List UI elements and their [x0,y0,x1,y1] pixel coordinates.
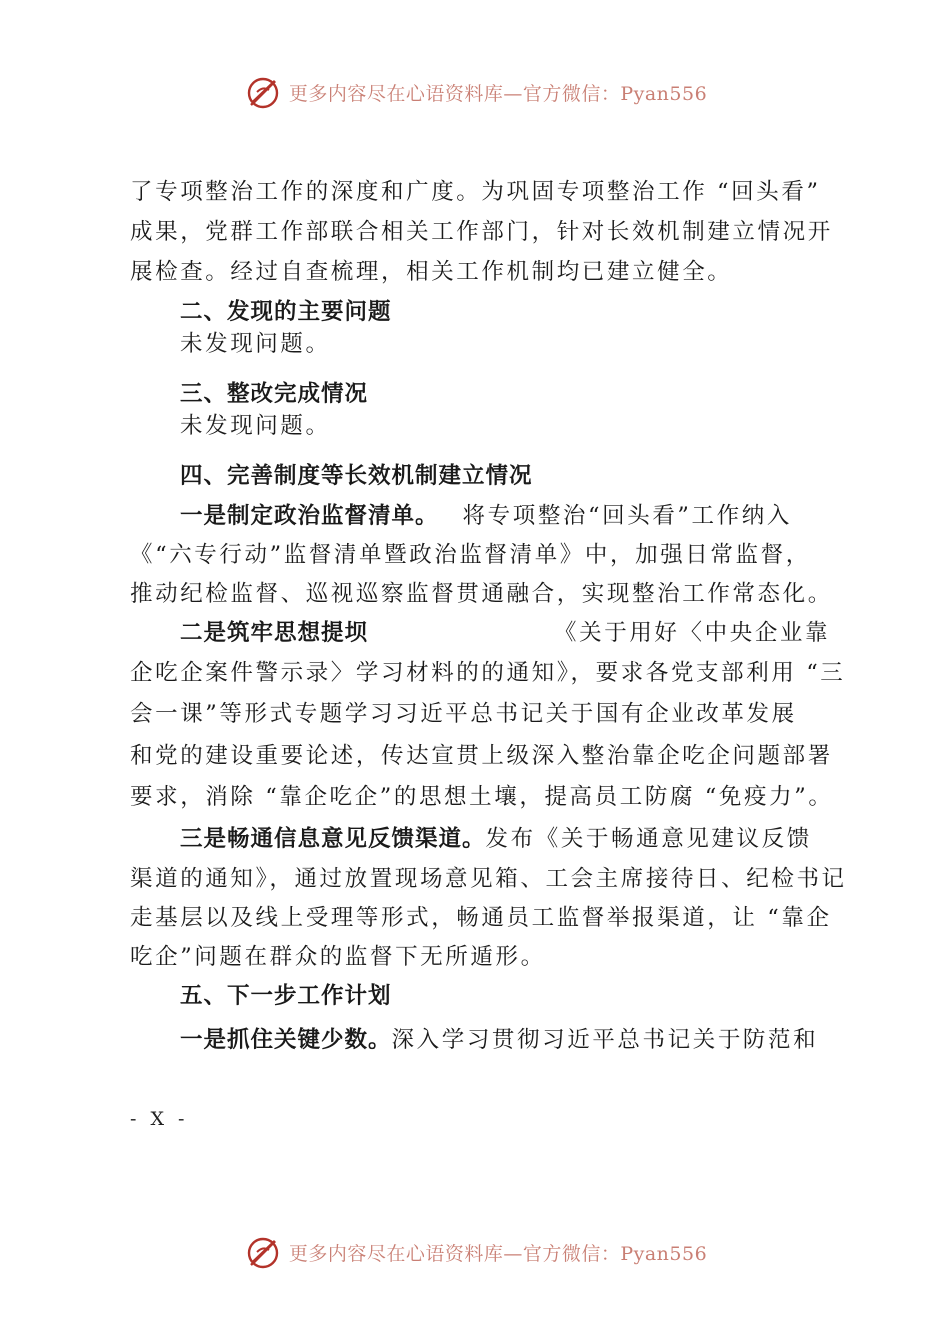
paragraph-5a-line-1-text: 深入学习贯彻习近平总书记关于防范和 [391,1027,819,1053]
paragraph-4b-line-4: 和党的建设重要论述，传达宣贯上级深入整治靠企吃企问题部署 [130,743,833,769]
header-watermark-text: 更多内容尽在心语资料库—官方微信：Pyan556 [288,82,708,105]
heading-2-text: 未发现问题。 [180,331,331,357]
paragraph-4a-line-1 [180,502,842,530]
heading-2: 二、发现的主要问题 [180,299,392,325]
heading-3-text: 未发现问题。 [180,413,331,439]
paragraph-4b-lead: 二是筑牢思想提坝 [180,620,369,646]
paragraph-4b-line-3: 会一课”等形式专题学习习近平总书记关于国有企业改革发展 [130,701,797,727]
heading-3: 三、整改完成情况 [180,381,369,407]
footer-watermark-text: 更多内容尽在心语资料库—官方微信：Pyan556 [288,1242,708,1265]
paragraph-4a-lead: 一是制定政治监督清单。 [180,503,439,529]
paragraph-5a-lead: 一是抓住关键少数。 [180,1027,392,1053]
paragraph-1-line-1: 了专项整治工作的深度和广度。为巩固专项整治工作 “回头看” [130,179,821,205]
paragraph-4c-line-2: 渠道的通知》，通过放置现场意见箱、工会主席接待日、纪检书记 [130,866,847,892]
page-number: - X - [130,1108,189,1130]
header-watermark-banner [0,70,950,114]
paragraph-1-line-2: 成果，党群工作部联合相关工作部门，针对长效机制建立情况开 [130,219,833,245]
paragraph-4b-line-1-text: 《关于用好〈中央企业靠 [554,620,831,646]
paragraph-4c-line-3: 走基层以及线上受理等形式，畅通员工监督举报渠道，让 “靠企 [130,905,832,931]
paragraph-4b-line-2: 企吃企案件警示录〉学习材料的的通知》，要求各党支部利用 “三 [130,660,846,686]
quill-seal-logo-icon [243,1232,283,1272]
paragraph-4a-line-2: 《“六专行动”监督清单暨政治监督清单》中，加强日常监督， [130,542,811,568]
paragraph-4c-line-4: 吃企”问题在群众的监督下无所遁形。 [130,944,546,970]
paragraph-1-line-3: 展检查。经过自查梳理，相关工作机制均已建立健全。 [130,259,733,285]
paragraph-4a-line-1-text: 将专项整治“回头看”工作纳入 [462,503,792,529]
quill-seal-logo-icon [243,72,283,112]
footer-watermark-banner [0,1230,950,1274]
paragraph-4a-line-3: 推动纪检监督、巡视巡察监督贯通融合，实现整治工作常态化。 [130,581,833,607]
paragraph-4b-line-1 [180,619,842,647]
paragraph-4b-line-5: 要求，消除 “靠企吃企”的思想土壤，提高员工防腐 “免疫力”。 [130,784,834,810]
paragraph-4c-line-1-text: 发布《关于畅通意见建议反馈 [485,826,812,852]
heading-5: 五、下一步工作计划 [180,983,392,1009]
paragraph-4c-line-1 [180,825,842,853]
heading-4: 四、完善制度等长效机制建立情况 [180,463,533,489]
paragraph-4c-lead: 三是畅通信息意见反馈渠道。 [180,826,486,852]
paragraph-5a-line-1 [180,1026,842,1054]
